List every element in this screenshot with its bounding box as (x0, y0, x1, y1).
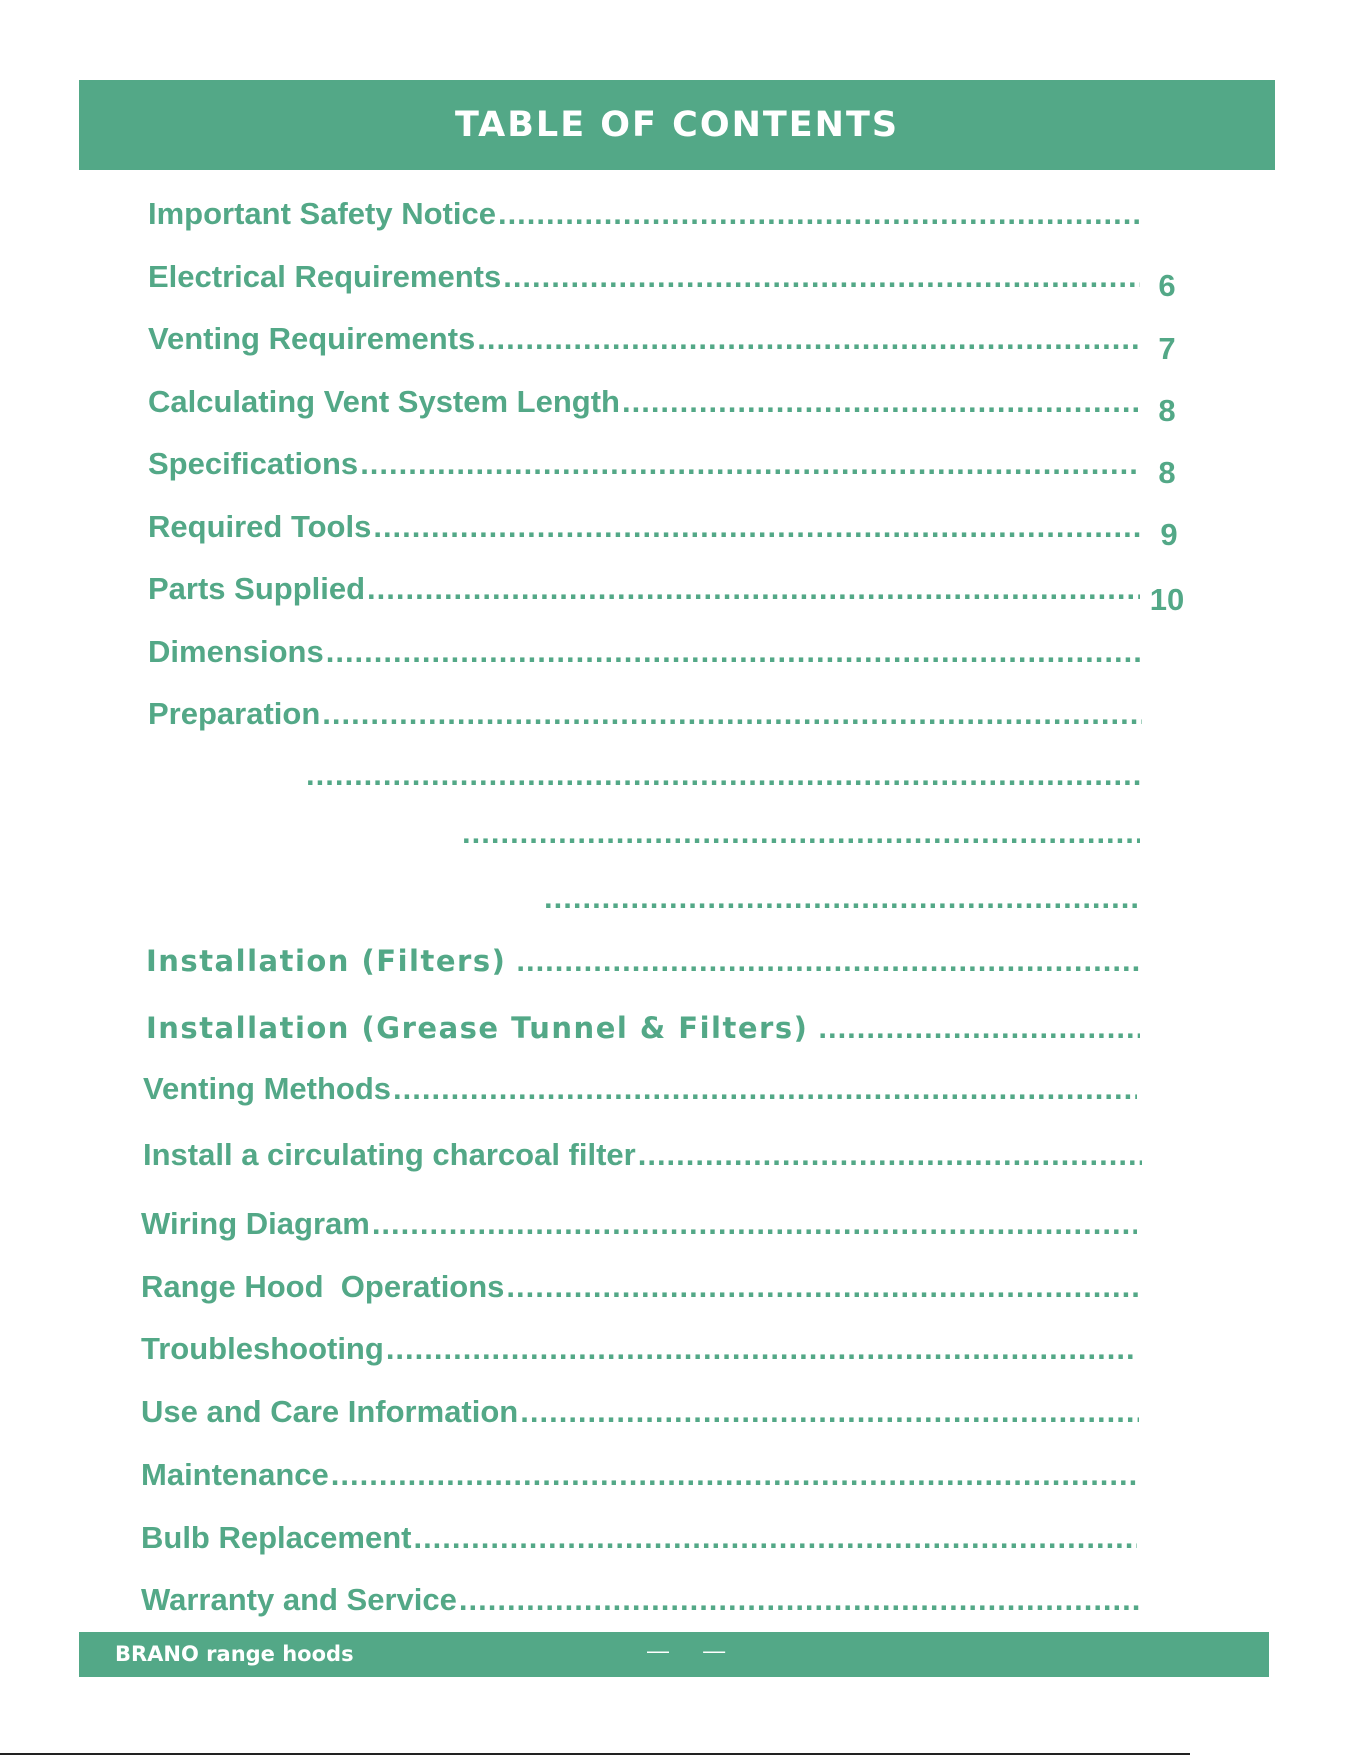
toc-entry-troubleshooting[interactable] (141, 1331, 1137, 1367)
toc-entry-blank[interactable] (460, 815, 1140, 851)
toc-entry-install-circulating-charcoal-filter[interactable] (143, 1137, 1142, 1173)
toc-entry-parts-supplied[interactable] (148, 571, 1140, 607)
dot-leader (544, 880, 1140, 916)
dot-leader (306, 757, 1142, 793)
toc-page-number: 8 (1158, 455, 1176, 490)
toc-entry-electrical-requirements[interactable] (148, 259, 1140, 295)
footer-band (79, 1632, 1269, 1677)
dot-leader (367, 571, 1140, 607)
dot-leader (477, 321, 1140, 357)
toc-entry-blank[interactable] (304, 757, 1142, 793)
dot-leader (322, 696, 1142, 732)
toc-entry-calculating-vent-system-length[interactable] (148, 384, 1140, 420)
dot-leader (520, 1394, 1139, 1430)
bottom-divider (0, 1753, 1190, 1755)
toc-entry-label: Electrical Requirements (148, 259, 502, 294)
toc-entry-range-hood-operations[interactable] (141, 1269, 1139, 1305)
toc-entry-label: Installation (Grease Tunnel & Filters) (146, 1011, 809, 1045)
dot-leader (386, 1331, 1137, 1367)
toc-page-number: 7 (1158, 331, 1176, 366)
dot-leader (372, 1206, 1137, 1242)
toc-entry-use-and-care-information[interactable] (141, 1394, 1139, 1430)
toc-entry-important-safety-notice[interactable] (148, 196, 1140, 232)
toc-entry-label: Calculating Vent System Length (148, 384, 620, 419)
toc-page-number: 9 (1160, 517, 1178, 552)
toc-entry-label: Preparation (148, 696, 321, 731)
toc-page-number: 8 (1158, 393, 1176, 428)
toc-page-number: 10 (1149, 582, 1185, 617)
toc-page-number: 6 (1158, 268, 1176, 303)
toc-entry-label: Dimensions (148, 634, 324, 669)
toc-entry-installation-filters[interactable] (146, 943, 1140, 979)
toc-entry-blank[interactable] (542, 880, 1140, 916)
toc-entry-label: Important Safety Notice (148, 196, 496, 231)
toc-entry-installation-grease-tunnel-filters[interactable] (146, 1010, 1140, 1046)
dot-leader (459, 1582, 1139, 1618)
toc-entry-label: Maintenance (141, 1457, 329, 1492)
toc-entry-label: Specifications (148, 446, 359, 481)
toc-entry-label: Troubleshooting (141, 1331, 384, 1366)
dot-leader (360, 446, 1140, 482)
toc-entry-label: Required Tools (148, 509, 372, 544)
footer-brand: BRANO range hoods (115, 1642, 354, 1666)
toc-entry-label: Parts Supplied (148, 571, 366, 606)
dot-leader (818, 1010, 1140, 1046)
toc-entry-dimensions[interactable] (148, 634, 1142, 670)
toc-entry-warranty-and-service[interactable] (141, 1582, 1139, 1618)
footer-page-marker: — — (647, 1638, 740, 1663)
toc-entry-venting-methods[interactable] (143, 1071, 1137, 1107)
toc-entry-label: Venting Methods (143, 1071, 391, 1106)
dot-leader (462, 815, 1140, 851)
toc-entry-label: Wiring Diagram (141, 1206, 370, 1241)
dot-leader (393, 1071, 1137, 1107)
dot-leader (373, 509, 1140, 545)
dot-leader (503, 259, 1140, 295)
toc-entry-label: Range Hood Operations (141, 1269, 505, 1304)
page-title: TABLE OF CONTENTS (454, 105, 900, 145)
toc-entry-preparation[interactable] (148, 696, 1142, 732)
toc-entry-venting-requirements[interactable] (148, 321, 1140, 357)
dot-leader (516, 943, 1140, 979)
dot-leader (498, 196, 1140, 232)
dot-leader (326, 634, 1142, 670)
toc-entry-label: Installation (Filters) (146, 944, 507, 978)
toc-entry-label: Venting Requirements (148, 321, 476, 356)
dot-leader (413, 1520, 1137, 1556)
toc-entry-label: Install a circulating charcoal filter (143, 1137, 636, 1172)
dot-leader (622, 384, 1140, 420)
toc-entry-wiring-diagram[interactable] (141, 1206, 1137, 1242)
toc-entry-maintenance[interactable] (141, 1457, 1137, 1493)
toc-entry-specifications[interactable] (148, 446, 1140, 482)
dot-leader (638, 1137, 1142, 1173)
dot-leader (331, 1457, 1137, 1493)
toc-entry-label: Warranty and Service (141, 1582, 457, 1617)
header-band (79, 80, 1275, 170)
toc-entry-bulb-replacement[interactable] (141, 1520, 1137, 1556)
toc-entry-required-tools[interactable] (148, 509, 1140, 545)
dot-leader (506, 1269, 1139, 1305)
toc-entry-label: Use and Care Information (141, 1394, 519, 1429)
toc-entry-label: Bulb Replacement (141, 1520, 412, 1555)
